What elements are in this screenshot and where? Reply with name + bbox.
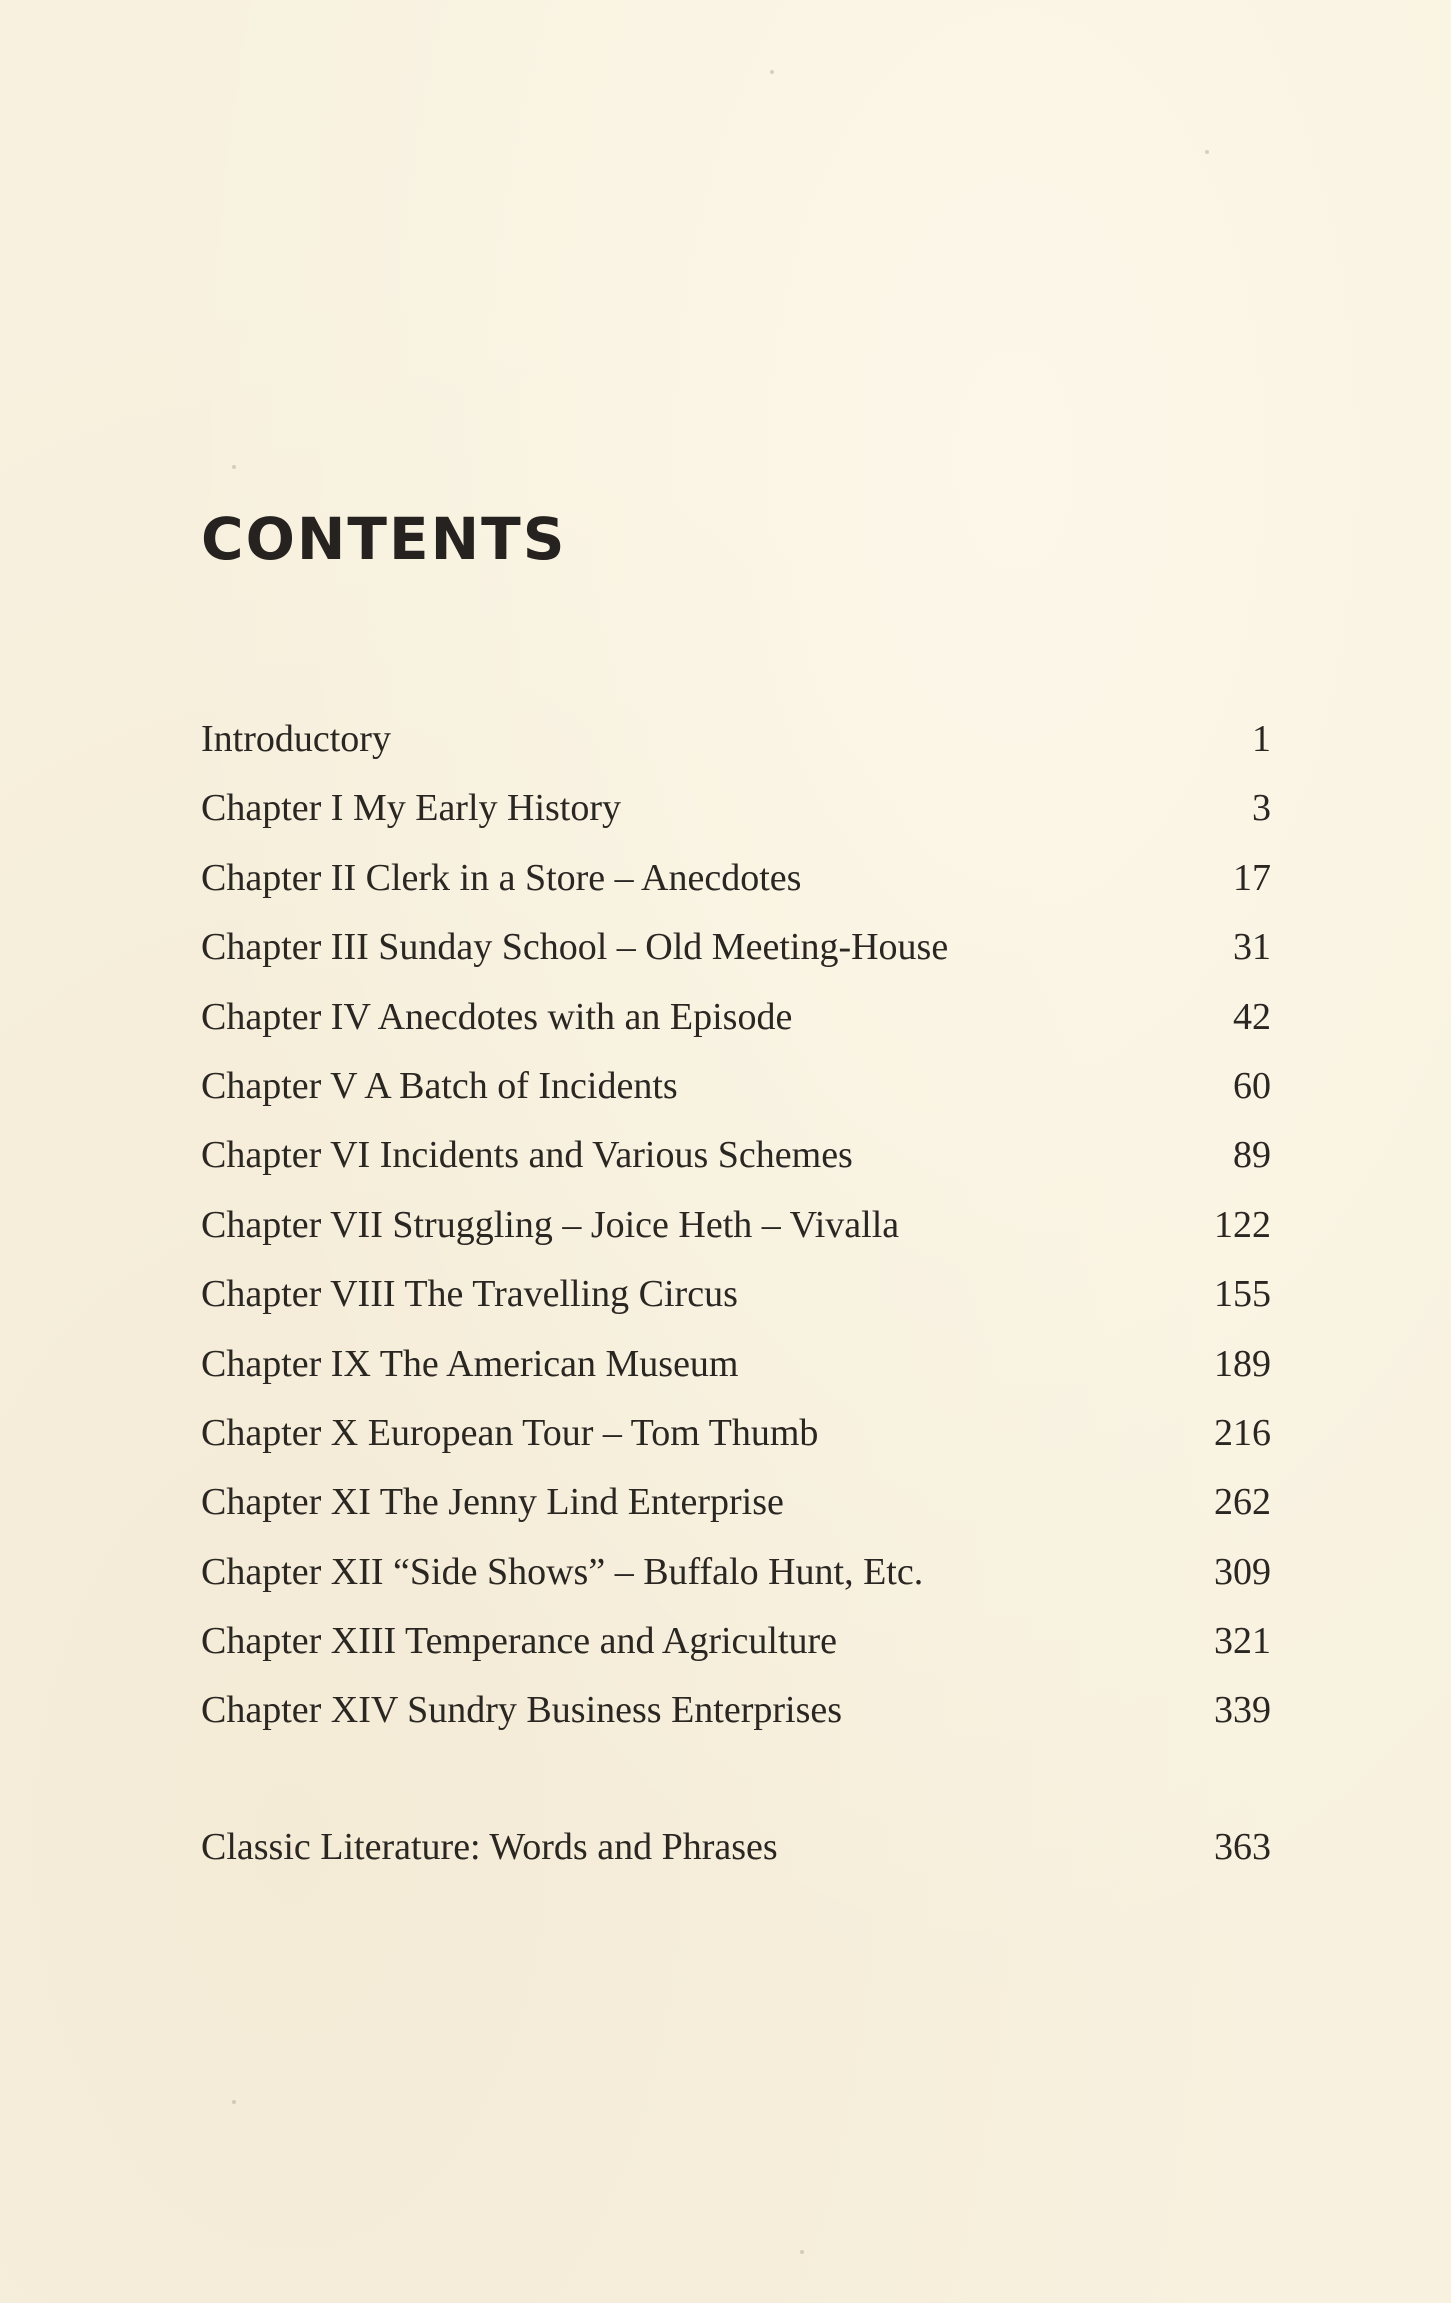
toc-entry[interactable] xyxy=(201,983,1271,1052)
toc-entry-title: Chapter IX The American Museum xyxy=(201,1342,739,1385)
toc-entry-title: Classic Literature: Words and Phrases xyxy=(201,1826,778,1868)
toc-entry-title: Chapter XII “Side Shows” – Buffalo Hunt, Etc. xyxy=(201,1550,924,1593)
toc-entry[interactable] xyxy=(201,1191,1271,1260)
toc-entry-title: Chapter XIII Temperance and Agriculture xyxy=(201,1620,838,1663)
toc-entry-title: Chapter V A Batch of Incidents xyxy=(201,1064,678,1107)
toc-entry-title: Chapter X European Tour – Tom Thumb xyxy=(201,1411,819,1454)
toc-entry-title: Chapter IV Anecdotes with an Episode xyxy=(201,995,793,1038)
toc-entry-page-number: 309 xyxy=(1214,1550,1271,1593)
toc-entry[interactable] xyxy=(201,913,1271,982)
toc-entry-title: Chapter VI Incidents and Various Schemes xyxy=(201,1134,853,1177)
toc-entry-title: Chapter VII Struggling – Joice Heth – Vivalla xyxy=(201,1203,900,1246)
toc-entry[interactable] xyxy=(201,1399,1271,1468)
page-title: CONTENTS xyxy=(201,505,567,573)
table-of-contents xyxy=(201,705,1271,1746)
toc-entry-title: Chapter XI The Jenny Lind Enterprise xyxy=(201,1481,784,1524)
toc-entry[interactable] xyxy=(201,1330,1271,1399)
toc-entry-title: Chapter II Clerk in a Store – Anecdotes xyxy=(201,856,802,899)
toc-entry-page-number: 42 xyxy=(1233,995,1271,1038)
toc-entry-page-number: 89 xyxy=(1233,1134,1271,1177)
toc-entry-title: Chapter I My Early History xyxy=(201,787,622,830)
toc-entry-page-number: 339 xyxy=(1214,1689,1271,1732)
paper-speck xyxy=(232,465,236,469)
toc-entry-page-number: 122 xyxy=(1214,1203,1271,1246)
toc-entry-page-number: 60 xyxy=(1233,1064,1271,1107)
toc-entry-page-number: 189 xyxy=(1214,1342,1271,1385)
toc-entry[interactable] xyxy=(201,844,1271,913)
toc-entry-page-number: 1 xyxy=(1252,718,1271,760)
toc-entry[interactable] xyxy=(201,1121,1271,1190)
toc-entry-title: Chapter VIII The Travelling Circus xyxy=(201,1273,738,1316)
toc-entry[interactable] xyxy=(201,1468,1271,1537)
toc-entry[interactable] xyxy=(201,1052,1271,1121)
toc-entry-page-number: 363 xyxy=(1214,1826,1271,1868)
toc-entry-page-number: 216 xyxy=(1214,1411,1271,1454)
toc-entry-title: Chapter XIV Sundry Business Enterprises xyxy=(201,1689,843,1732)
toc-entry[interactable] xyxy=(201,1260,1271,1329)
paper-speck xyxy=(800,2250,804,2254)
toc-entry[interactable] xyxy=(201,705,1271,774)
toc-entry-page-number: 321 xyxy=(1214,1620,1271,1663)
paper-speck xyxy=(1205,150,1209,154)
toc-appendix-entry[interactable] xyxy=(201,1813,1271,1882)
toc-entry-page-number: 17 xyxy=(1233,856,1271,899)
toc-entry-page-number: 31 xyxy=(1233,926,1271,969)
toc-entry-page-number: 3 xyxy=(1252,787,1271,830)
toc-entry[interactable] xyxy=(201,1538,1271,1607)
paper-speck xyxy=(770,70,774,74)
toc-entry[interactable] xyxy=(201,774,1271,843)
toc-entry[interactable] xyxy=(201,1607,1271,1676)
paper-speck xyxy=(232,2100,236,2104)
toc-entry[interactable] xyxy=(201,1676,1271,1745)
toc-entry-page-number: 262 xyxy=(1214,1481,1271,1524)
toc-entry-title: Chapter III Sunday School – Old Meeting-House xyxy=(201,926,949,969)
toc-entry-title: Introductory xyxy=(201,718,391,760)
toc-entry-page-number: 155 xyxy=(1214,1273,1271,1316)
